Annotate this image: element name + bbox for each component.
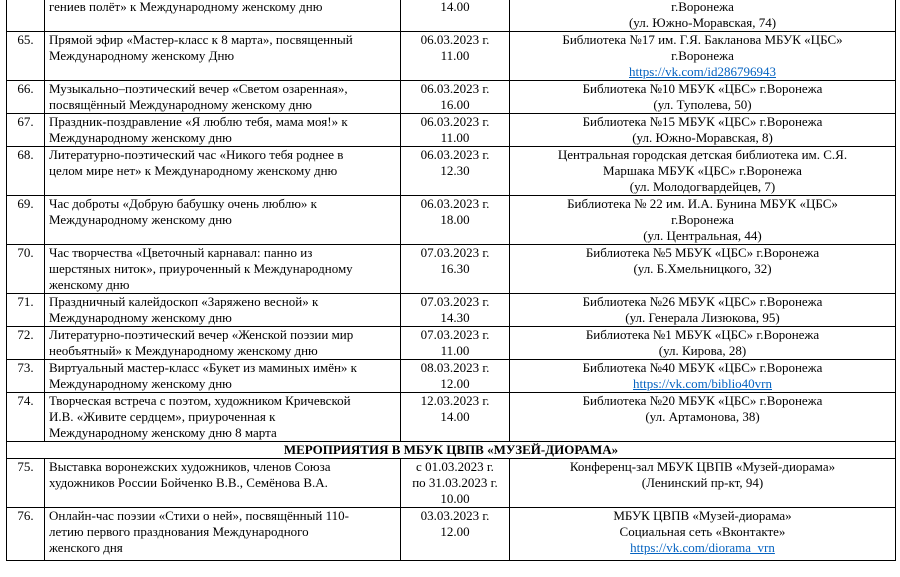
cell-text-line: 12.00 xyxy=(440,524,470,539)
cell-text-line: целом мире нет» к Международному женскому дню xyxy=(49,163,338,178)
event-description xyxy=(45,81,401,114)
table-row xyxy=(7,0,896,32)
row-number: 76. xyxy=(7,508,45,561)
cell-text-line: с 01.03.2023 г. xyxy=(416,459,494,474)
event-place xyxy=(510,393,896,442)
cell-text-line: 06.03.2023 г. xyxy=(420,147,490,162)
link[interactable]: https://vk.com/id286796943 xyxy=(629,64,776,79)
cell-text-line: 08.03.2023 г. xyxy=(420,360,490,375)
event-date xyxy=(401,81,510,114)
cell-text-line: Час творчества «Цветочный карнавал: панно из xyxy=(49,245,313,260)
cell-text-line: Библиотека №1 МБУК «ЦБС» г.Воронежа xyxy=(585,327,820,342)
cell-text-line: г.Воронежа xyxy=(671,0,734,14)
event-date xyxy=(401,196,510,245)
event-place xyxy=(510,114,896,147)
cell-text-line: 11.00 xyxy=(440,343,470,358)
cell-text-line: 16.00 xyxy=(440,97,470,112)
cell-text-line: 07.03.2023 г. xyxy=(420,294,490,309)
event-date xyxy=(401,114,510,147)
event-description xyxy=(45,0,401,32)
cell-text-line: Выставка воронежских художников, членов Союза xyxy=(49,459,331,474)
cell-text-line: Международному женскому дню xyxy=(49,212,232,227)
events-table xyxy=(6,0,896,561)
event-description xyxy=(45,294,401,327)
cell-text-line: (ул. Кирова, 28) xyxy=(658,343,747,358)
event-date xyxy=(401,245,510,294)
event-place xyxy=(510,508,896,561)
cell-text-line: 12.00 xyxy=(440,376,470,391)
cell-text-line: необъятный» к Международному женскому дню xyxy=(49,343,318,358)
table-row xyxy=(7,508,896,561)
cell-text-line: 11.00 xyxy=(440,130,470,145)
event-date xyxy=(401,459,510,508)
row-number: 74. xyxy=(7,393,45,442)
cell-text-line: 07.03.2023 г. xyxy=(420,327,490,342)
row-number: 65. xyxy=(7,32,45,81)
section-header-row xyxy=(7,442,896,459)
event-description xyxy=(45,459,401,508)
cell-text-line: Музыкально–поэтический вечер «Светом озаренная», xyxy=(49,81,348,96)
event-description xyxy=(45,393,401,442)
cell-text-line: 07.03.2023 г. xyxy=(420,245,490,260)
cell-text-line: 06.03.2023 г. xyxy=(420,32,490,47)
event-place xyxy=(510,245,896,294)
event-description xyxy=(45,245,401,294)
cell-text-line: г.Воронежа xyxy=(671,212,734,227)
cell-text-line: 06.03.2023 г. xyxy=(420,81,490,96)
cell-text-line: МБУК ЦВПВ «Музей-диорама» xyxy=(613,508,792,523)
cell-text-line: 14.30 xyxy=(440,310,470,325)
row-number: 73. xyxy=(7,360,45,393)
event-date xyxy=(401,294,510,327)
cell-text-line: (Ленинский пр-кт, 94) xyxy=(641,475,764,490)
cell-text-line: Прямой эфир «Мастер-класс к 8 марта», посвященный xyxy=(49,32,353,47)
cell-text-line: 16.30 xyxy=(440,261,470,276)
section-title: МЕРОПРИЯТИЯ В МБУК ЦВПВ «МУЗЕЙ-ДИОРАМА» xyxy=(7,442,896,459)
cell-text-line: (ул. Артамонова, 38) xyxy=(645,409,760,424)
row-number: 72. xyxy=(7,327,45,360)
cell-text-line: художников России Бойченко В.В., Семёнова В.А. xyxy=(49,475,328,490)
event-description xyxy=(45,360,401,393)
event-date xyxy=(401,32,510,81)
event-place xyxy=(510,459,896,508)
row-number xyxy=(7,0,45,32)
cell-text-line: (ул. Генерала Лизюкова, 95) xyxy=(625,310,780,325)
table-row xyxy=(7,294,896,327)
cell-text-line: Литературно-поэтический час «Никого тебя роднее в xyxy=(49,147,344,162)
event-place xyxy=(510,294,896,327)
event-date xyxy=(401,327,510,360)
row-number: 66. xyxy=(7,81,45,114)
cell-text-line: 03.03.2023 г. xyxy=(420,508,490,523)
cell-text-line: Онлайн-час поэзии «Стихи о ней», посвящённый 110- xyxy=(49,508,349,523)
row-number: 70. xyxy=(7,245,45,294)
event-description xyxy=(45,32,401,81)
cell-text-line: по 31.03.2023 г. xyxy=(412,475,498,490)
cell-text-line: летию первого празднования Международного xyxy=(49,524,309,539)
cell-text-line: Виртуальный мастер-класс «Букет из маминых имён» к xyxy=(49,360,358,375)
cell-text-line: Творческая встреча с поэтом, художником Кричевской xyxy=(49,393,351,408)
event-place xyxy=(510,32,896,81)
event-date xyxy=(401,147,510,196)
cell-text-line: (ул. Молодогвардейцев, 7) xyxy=(629,179,776,194)
event-description xyxy=(45,508,401,561)
event-place xyxy=(510,0,896,32)
cell-text-line: 18.00 xyxy=(440,212,470,227)
cell-text-line: Библиотека №10 МБУК «ЦБС» г.Воронежа xyxy=(582,81,823,96)
cell-text-line: (ул. Б.Хмельницкого, 32) xyxy=(633,261,772,276)
row-number: 67. xyxy=(7,114,45,147)
cell-text-line: 14.00 xyxy=(440,0,470,14)
event-date xyxy=(401,360,510,393)
table-row xyxy=(7,245,896,294)
link[interactable]: https://vk.com/diorama_vrn xyxy=(630,540,775,555)
row-number: 69. xyxy=(7,196,45,245)
event-place xyxy=(510,327,896,360)
event-place xyxy=(510,81,896,114)
event-place xyxy=(510,360,896,393)
event-description xyxy=(45,196,401,245)
cell-text-line: 06.03.2023 г. xyxy=(420,114,490,129)
table-row xyxy=(7,459,896,508)
cell-text-line: Библиотека №15 МБУК «ЦБС» г.Воронежа xyxy=(582,114,823,129)
cell-text-line: Библиотека №40 МБУК «ЦБС» г.Воронежа xyxy=(582,360,823,375)
cell-text-line: (ул. Южно-Моравская, 8) xyxy=(632,130,773,145)
event-description xyxy=(45,114,401,147)
table-row xyxy=(7,196,896,245)
cell-text-line: Международному женскому дню 8 марта xyxy=(49,425,277,440)
cell-text-line: Литературно-поэтический вечер «Женской поэзии мир xyxy=(49,327,354,342)
cell-text-line: Социальная сеть «Вконтакте» xyxy=(619,524,786,539)
event-date xyxy=(401,508,510,561)
cell-text-line: Библиотека №5 МБУК «ЦБС» г.Воронежа xyxy=(585,245,820,260)
cell-text-line: 14.00 xyxy=(440,409,470,424)
cell-text-line: И.В. «Живите сердцем», приуроченная к xyxy=(49,409,276,424)
event-date xyxy=(401,0,510,32)
cell-text-line: Международному женскому дню xyxy=(49,130,232,145)
cell-text-line: женского дня xyxy=(49,540,123,555)
cell-text-line: Библиотека №20 МБУК «ЦБС» г.Воронежа xyxy=(582,393,823,408)
cell-text-line: гениев полёт» к Международному женскому дню xyxy=(49,0,323,14)
event-description xyxy=(45,147,401,196)
cell-text-line: Праздник-поздравление «Я люблю тебя, мама моя!» к xyxy=(49,114,348,129)
cell-text-line: Библиотека №26 МБУК «ЦБС» г.Воронежа xyxy=(582,294,823,309)
cell-text-line: 10.00 xyxy=(440,491,470,506)
cell-text-line: 12.30 xyxy=(440,163,470,178)
cell-text-line: Международному женскому дню xyxy=(49,310,232,325)
cell-text-line: Международному женскому Дню xyxy=(49,48,235,63)
row-number: 68. xyxy=(7,147,45,196)
table-row xyxy=(7,360,896,393)
cell-text-line: Международному женскому дню xyxy=(49,376,232,391)
event-description xyxy=(45,327,401,360)
event-place xyxy=(510,147,896,196)
row-number: 75. xyxy=(7,459,45,508)
table-row xyxy=(7,32,896,81)
link[interactable]: https://vk.com/biblio40vrn xyxy=(632,376,773,391)
row-number: 71. xyxy=(7,294,45,327)
cell-text-line: Праздничный калейдоскоп «Заряжено весной» к xyxy=(49,294,319,309)
table-row xyxy=(7,114,896,147)
cell-text-line: шерстяных ниток», приуроченный к Международному xyxy=(49,261,353,276)
table-row xyxy=(7,393,896,442)
table-row xyxy=(7,147,896,196)
cell-text-line: посвящённый Международному женскому дню xyxy=(49,97,313,112)
table-row xyxy=(7,327,896,360)
cell-text-line: (ул. Центральная, 44) xyxy=(643,228,762,243)
cell-text-line: женскому дню xyxy=(49,277,130,292)
cell-text-line: г.Воронежа xyxy=(671,48,734,63)
cell-text-line: 06.03.2023 г. xyxy=(420,196,490,211)
cell-text-line: (ул. Южно-Моравская, 74) xyxy=(628,15,777,30)
cell-text-line: 12.03.2023 г. xyxy=(420,393,490,408)
cell-text-line: Час доброты «Добрую бабушку очень люблю» к xyxy=(49,196,317,211)
table-row xyxy=(7,81,896,114)
cell-text-line: (ул. Туполева, 50) xyxy=(653,97,752,112)
event-date xyxy=(401,393,510,442)
cell-text-line: Маршака МБУК «ЦБС» г.Воронежа xyxy=(603,163,802,178)
event-place xyxy=(510,196,896,245)
cell-text-line: Библиотека №17 им. Г.Я. Бакланова МБУК «ЦБС» xyxy=(562,32,843,47)
cell-text-line: Центральная городская детская библиотека им. С.Я. xyxy=(557,147,848,162)
cell-text-line: Библиотека № 22 им. И.А. Бунина МБУК «ЦБС» xyxy=(567,196,838,211)
cell-text-line: Конференц-зал МБУК ЦВПВ «Музей-диорама» xyxy=(569,459,836,474)
cell-text-line: 11.00 xyxy=(440,48,470,63)
